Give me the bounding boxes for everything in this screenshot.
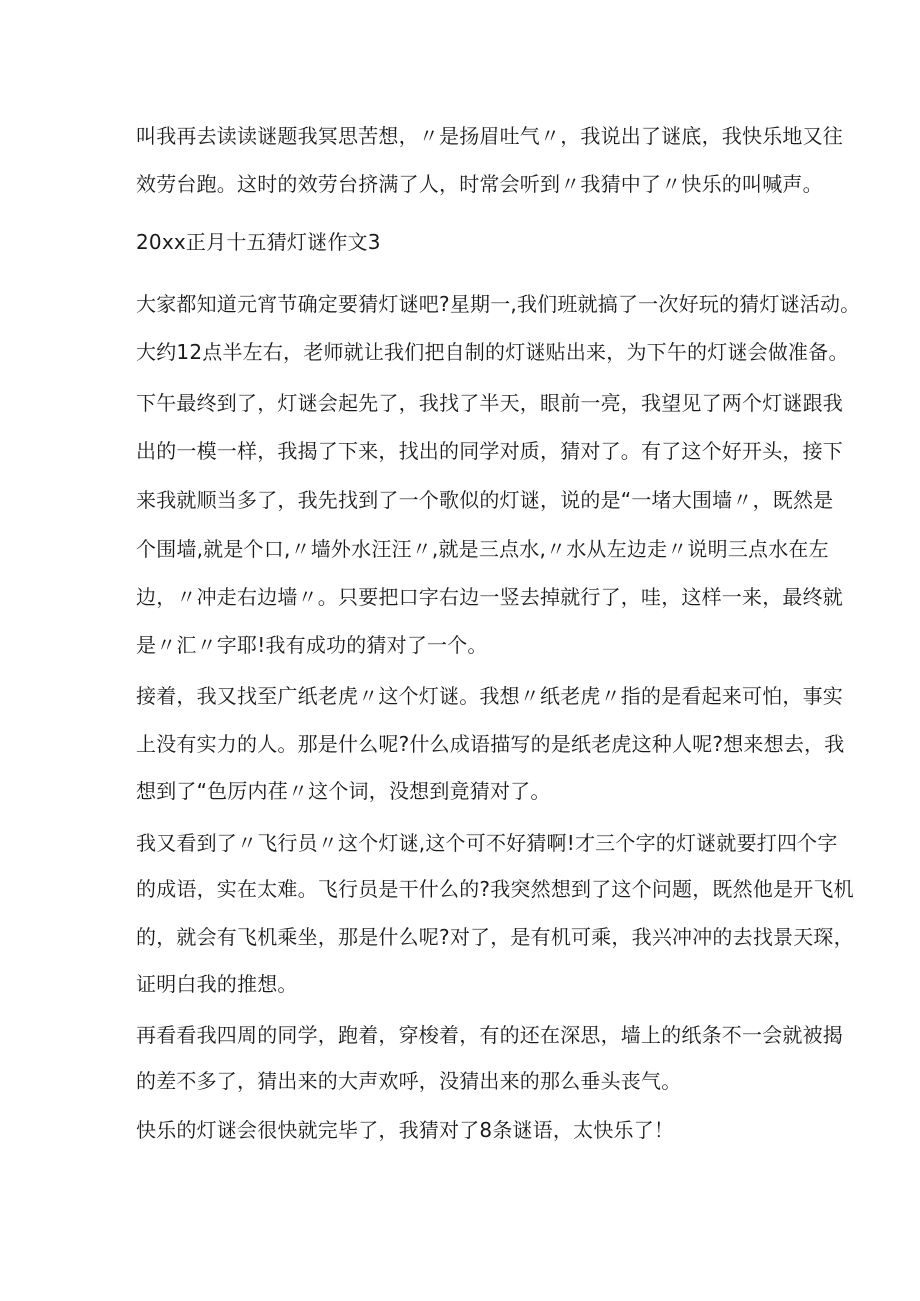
text-line: 出的一模一样，我揭了下来，找出的同学对质，猜对了。有了这个好开头，接下 bbox=[136, 439, 843, 463]
text-line: 的差不多了，猜出来的大声欢呼，没猜出来的那么垂头丧气。 bbox=[136, 1069, 682, 1093]
text-line: 证明白我的推想。 bbox=[136, 972, 298, 996]
text-line: 接着，我又找至广纸老虎〃这个灯谜。我想〃纸老虎〃指的是看起来可怕，事实 bbox=[136, 684, 843, 708]
text-line: 边，〃冲走右边墙〃。只要把口字右边一竖去掉就行了，哇，这样一来，最终就 bbox=[136, 585, 843, 609]
text-line: 上没有实力的人。那是什么呢?什么成语描写的是纸老虎这种人呢?想来想去，我 bbox=[136, 732, 845, 756]
text-line: 是〃汇〃字耶!我有成功的猜对了一个。 bbox=[136, 633, 488, 657]
text-line: 再看看我四周的同学，跑着，穿梭着，有的还在深思，墙上的纸条不一会就被揭 bbox=[136, 1023, 843, 1047]
text-line: 的成语，实在太难。飞行员是干什么的?我突然想到了这个问题，既然他是开飞机 bbox=[136, 877, 854, 901]
text-line: 的，就会有飞机乘坐，那是什么呢?对了，是有机可乘，我兴冲冲的去找景天琛， bbox=[136, 925, 854, 949]
text-line: 想到了“色厉内荏〃这个词，没想到竟猜对了。 bbox=[136, 779, 551, 803]
text-line: 大约12点半左右，老师就让我们把自制的灯谜贴出来，为下午的灯谜会做准备。 bbox=[136, 340, 849, 364]
text-line: 效劳台跑。这时的效劳台挤满了人，时常会听到〃我猜中了〃快乐的叫喊声。 bbox=[136, 172, 823, 196]
text-line: 叫我再去读读谜题我冥思苦想，〃是扬眉吐气〃，我说出了谜底，我快乐地又往 bbox=[136, 124, 843, 148]
text-line: 个围墙,就是个口,〃墙外水汪汪〃,就是三点水,〃水从左边走〃说明三点水在左 bbox=[136, 537, 829, 561]
text-line: 大家都知道元宵节确定要猜灯谜吧?星期一,我们班就搞了一次好玩的猜灯谜活动。 bbox=[136, 292, 861, 316]
text-line: 来我就顺当多了，我先找到了一个歌似的灯谜，说的是“一堵大围墙〃，既然是 bbox=[136, 488, 834, 512]
section-heading: 20xx正月十五猜灯谜作文3 bbox=[136, 230, 381, 254]
text-line: 下午最终到了，灯谜会起先了，我找了半天，眼前一亮，我望见了两个灯谜跟我 bbox=[136, 391, 843, 415]
text-line: 快乐的灯谜会很快就完毕了，我猜对了8条谜语，太快乐了！ bbox=[136, 1118, 675, 1142]
text-line: 我又看到了〃飞行员〃这个灯谜,这个可不好猜啊!才三个字的灯谜就要打四个字 bbox=[136, 831, 838, 855]
